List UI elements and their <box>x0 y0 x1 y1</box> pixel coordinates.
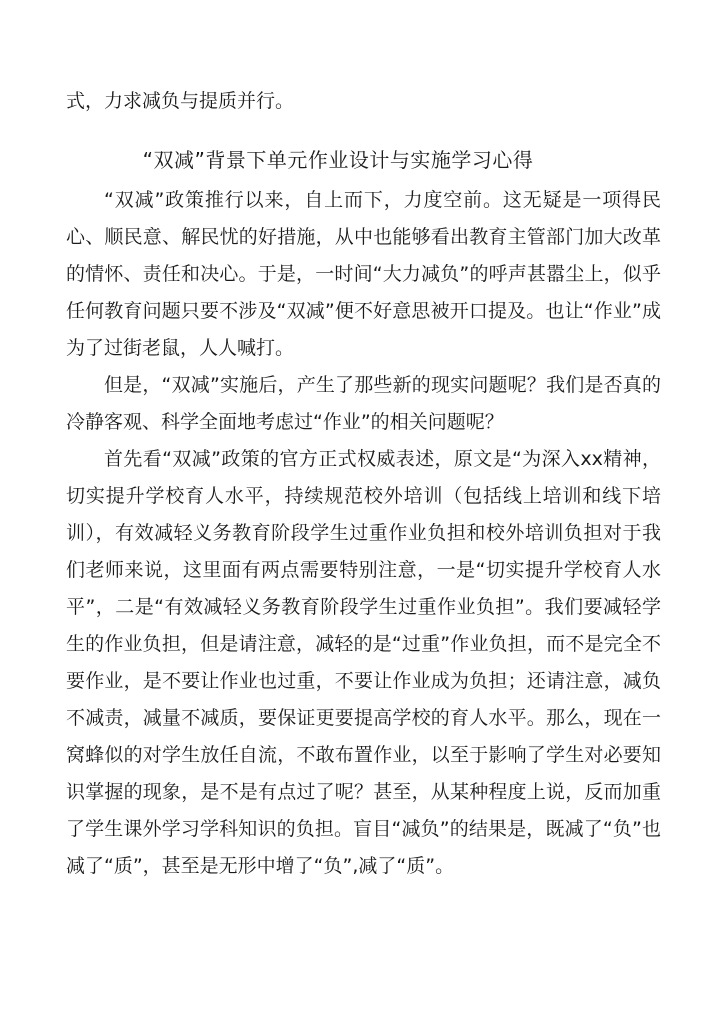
previous-section-ending: 式，力求减负与提质并行。 <box>66 90 295 112</box>
document-body <box>66 182 661 885</box>
paragraph-policy-analysis: 首先看“双减”政策的官方正式权威表述，原文是“为深入xx精神，切实提升学校育人水平，持续规范校外培训（包括线上培训和线下培训），有效减轻义务教育阶段学生过重作业负担和校外培训负担对于我们老师来说，这里面有两点需要特别注意，一是“切实提升学校育人水平”，二是“有效减轻义务教育阶段学生过重作业负担”。我们要减轻学生的作业负担，但是请注意，减轻的是“过重”作业负担，而不是完全不要作业，是不要让作业也过重，不要让作业成为负担；还请注意，减负不减责，减量不减质，要保证更要提高学校的育人水平。那么，现在一窝蜂似的对学生放任自流，不敢布置作业，以至于影响了学生对必要知识掌握的现象，是不是有点过了呢？甚至，从某种程度上说，反而加重了学生课外学习学科知识的负担。盲目“减负”的结果是，既减了“负”也减了“质”，甚至是无形中增了“负”,减了“质”。 <box>66 448 661 877</box>
paragraph-intro: “双减”政策推行以来，自上而下，力度空前。这无疑是一项得民心、顺民意、解民忧的好措施，从中也能够看出教育主管部门加大改革的情怀、责任和决心。于是，一时间“大力减负”的呼声甚嚣尘上，似乎任何教育问题只要不涉及“双减”便不好意思被开口提及。也让“作业”成为了过街老鼠，人人喊打。 <box>66 189 661 359</box>
document-title: “双减”背景下单元作业设计与实施学习心得 <box>142 148 534 172</box>
paragraph-question: 但是，“双减”实施后，产生了那些新的现实问题呢？我们是否真的冷静客观、科学全面地考虑过“作业”的相关问题呢？ <box>66 374 661 433</box>
